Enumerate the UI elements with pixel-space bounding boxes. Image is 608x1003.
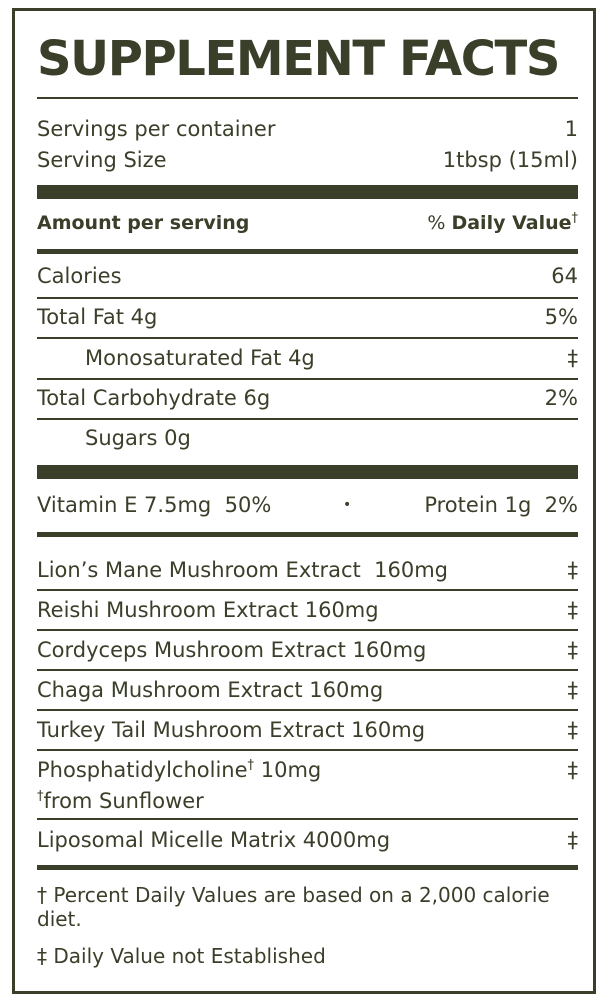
vitamin-e-text: Vitamin E 7.5mg 50% — [37, 493, 272, 517]
medium-divider — [37, 249, 578, 254]
divider — [37, 418, 578, 420]
divider — [37, 297, 578, 299]
divider — [37, 378, 578, 380]
ingredient-row-phosphatidylcholine — [37, 756, 578, 816]
nutrient-name: Total Fat 4g — [37, 305, 158, 329]
serving-size-label: Serving Size — [37, 148, 167, 172]
daily-value-header: % Daily Value† — [427, 211, 578, 234]
divider — [37, 709, 578, 711]
ingredient-value: ‡ — [567, 558, 578, 582]
ingredient-name: Lion’s Mane Mushroom Extract 160mg — [37, 558, 448, 582]
nutrient-value: 5% — [544, 305, 578, 329]
ingredient-value: ‡ — [567, 828, 578, 852]
supplement-facts-panel — [12, 8, 596, 994]
nutrient-name: Sugars 0g — [85, 426, 191, 450]
ingredient-value: ‡ — [567, 758, 578, 782]
amount-per-serving-header: Amount per serving — [37, 212, 250, 234]
divider — [37, 818, 578, 820]
nutrient-value: 2% — [544, 386, 578, 410]
divider — [37, 749, 578, 751]
thick-divider — [37, 465, 578, 479]
separator-dot: • — [343, 497, 352, 513]
ingredient-value: ‡ — [567, 718, 578, 742]
serving-size-value: 1tbsp (15ml) — [442, 148, 578, 172]
ingredient-name: Reishi Mushroom Extract 160mg — [37, 598, 379, 622]
ingredient-name: Turkey Tail Mushroom Extract 160mg — [37, 718, 426, 742]
divider — [37, 629, 578, 631]
protein-text: Protein 1g 2% — [424, 493, 578, 517]
label-title: SUPPLEMENT FACTS — [37, 31, 560, 87]
servings-label: Servings per container — [37, 117, 276, 141]
ingredient-name: Chaga Mushroom Extract 160mg — [37, 678, 384, 702]
nutrient-name: Total Carbohydrate 6g — [37, 386, 271, 410]
ingredient-source: †from Sunflower — [37, 789, 204, 813]
thick-divider — [37, 185, 578, 199]
footnote-daily-value: † Percent Daily Values are based on a 2,000 calorie diet. — [37, 883, 550, 931]
divider — [37, 669, 578, 671]
nutrient-value: ‡ — [567, 346, 578, 370]
nutrient-name: Monosaturated Fat 4g — [85, 346, 315, 370]
nutrient-value: 64 — [551, 264, 578, 288]
medium-divider — [37, 865, 578, 870]
nutrient-name: Calories — [37, 264, 122, 288]
divider — [37, 97, 578, 99]
servings-value: 1 — [564, 117, 578, 141]
ingredient-name: Phosphatidylcholine† 10mg — [37, 758, 322, 782]
ingredient-value: ‡ — [567, 598, 578, 622]
divider — [37, 589, 578, 591]
medium-divider — [37, 532, 578, 537]
ingredient-value: ‡ — [567, 678, 578, 702]
ingredient-name: Liposomal Micelle Matrix 4000mg — [37, 828, 391, 852]
ingredient-value: ‡ — [567, 638, 578, 662]
ingredient-name: Cordyceps Mushroom Extract 160mg — [37, 638, 427, 662]
footnote-not-established: ‡ Daily Value not Established — [37, 944, 326, 968]
divider — [37, 337, 578, 339]
